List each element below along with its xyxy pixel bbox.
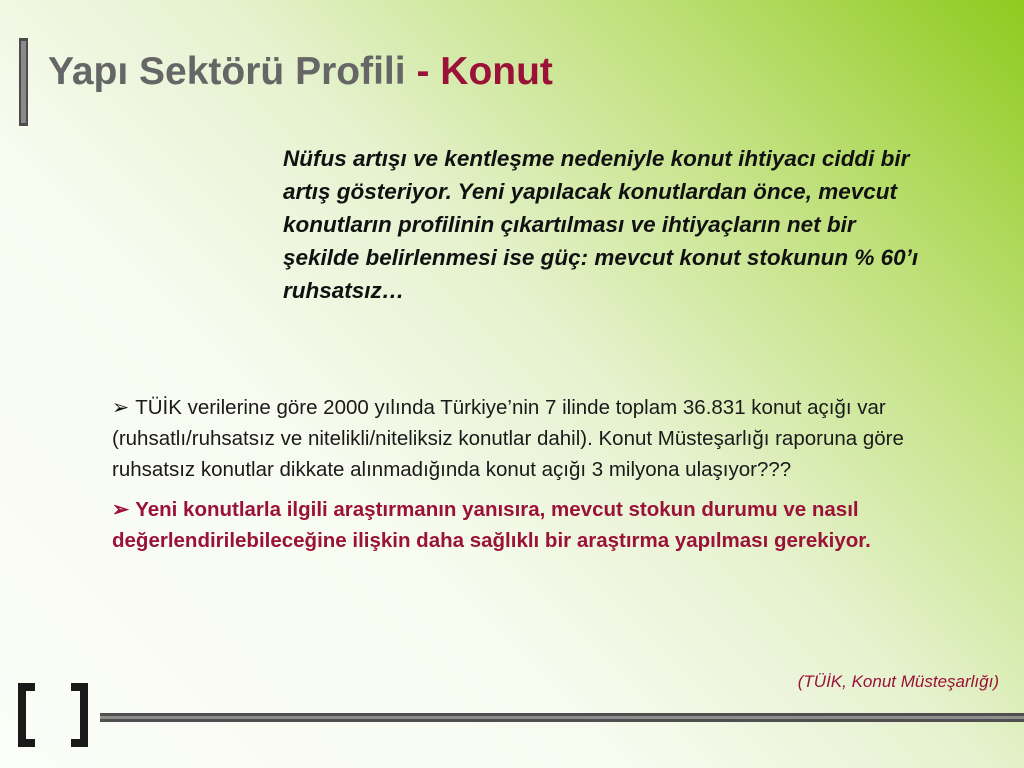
title-accent-bar (19, 38, 28, 126)
page-title (48, 48, 553, 96)
title-separator: - (416, 50, 430, 93)
bottom-divider (100, 713, 1024, 722)
arrow-bullet-icon: ➢ (112, 498, 130, 521)
bullet-text: TÜİK verilerine göre 2000 yılında Türkiye’nin 7 ilinde toplam 36.831 konut açığı var (ruhsatlı/ruhsatsız ve nitelikli/niteliksiz konutlar dahil). Konut Müsteşarlığı raporuna göre ruhsatsız konutlar dikkate alınmadığında konut açığı 3 milyona ulaşıyor??? (112, 396, 904, 481)
bullet-text: Yeni konutlarla ilgili araştırmanın yanısıra, mevcut stokun durumu ve nasıl değerlendirilebileceğine ilişkin daha sağlıklı bir araştırma yapılması gerekiyor. (112, 498, 871, 552)
title-accent: Konut (440, 50, 553, 93)
title-main: Yapı Sektörü Profili (48, 50, 406, 93)
bullet-item-highlighted (112, 494, 982, 556)
bracket-icon (18, 683, 88, 747)
bullet-list (112, 392, 982, 556)
source-citation: (TÜİK, Konut Müsteşarlığı) (797, 672, 999, 691)
arrow-bullet-icon: ➢ (112, 396, 130, 419)
bullet-item (112, 392, 982, 485)
intro-paragraph: Nüfus artışı ve kentleşme nedeniyle konut ihtiyacı ciddi bir artış gösteriyor. Yeni yapılacak konutlardan önce, mevcut konutların profilinin çıkartılması ve ihtiyaçların net bir şekilde belirlenmesi ise güç: mevcut konut stokunun % 60’ı ruhsatsız… (283, 146, 919, 303)
